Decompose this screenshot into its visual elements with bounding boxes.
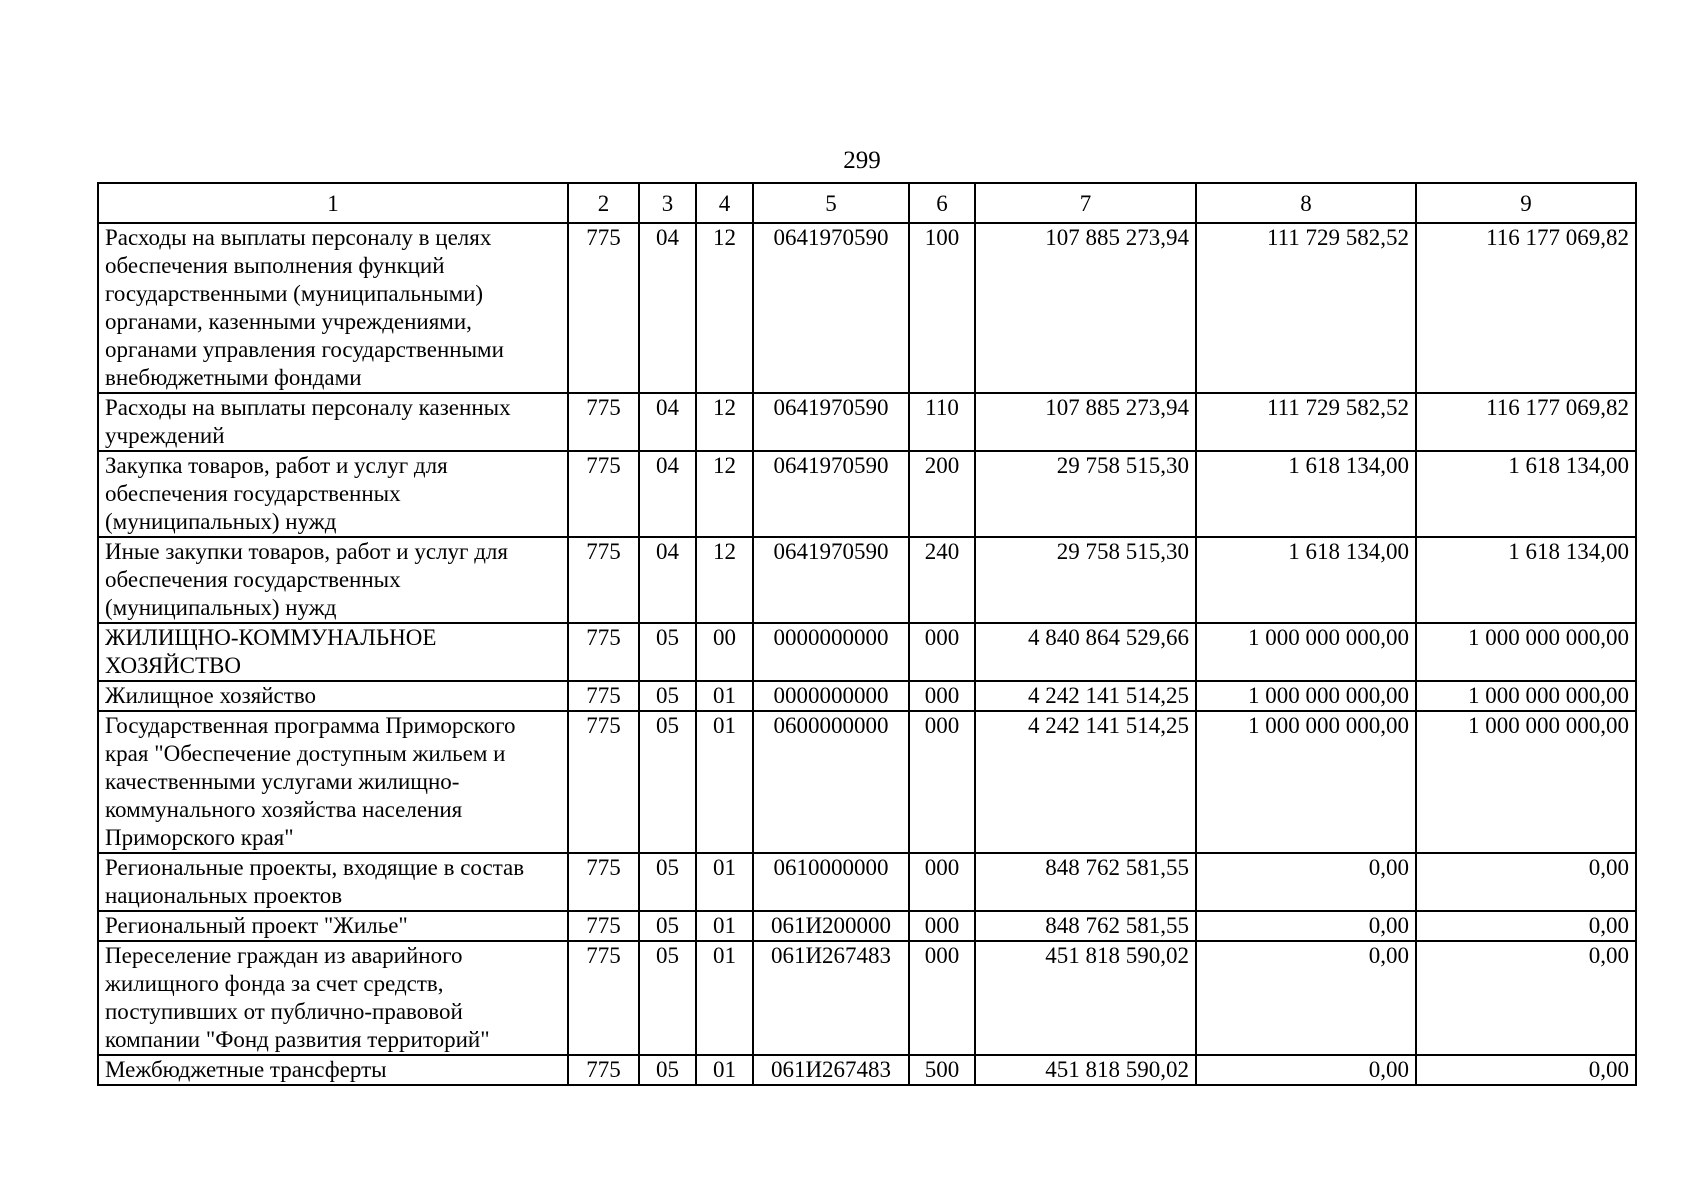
section-code-cell: 04: [639, 223, 696, 393]
grbs-code-cell: 775: [568, 681, 639, 711]
page-number: 299: [843, 147, 881, 174]
amount-year3-cell: 0,00: [1416, 941, 1636, 1055]
grbs-code-cell: 775: [568, 223, 639, 393]
budget-table: [97, 182, 1637, 1086]
amount-year2-cell: 0,00: [1196, 853, 1416, 911]
column-header: 9: [1416, 183, 1636, 223]
expense-type-cell: 110: [909, 393, 975, 451]
grbs-code-cell: 775: [568, 537, 639, 623]
section-code-cell: 05: [639, 941, 696, 1055]
table-row: [98, 537, 1636, 623]
grbs-code-cell: 775: [568, 711, 639, 853]
target-article-cell: 0641970590: [753, 451, 909, 537]
table-row: [98, 711, 1636, 853]
row-name-cell: Расходы на выплаты персоналу казенных учреждений: [98, 393, 568, 451]
amount-year1-cell: 451 818 590,02: [975, 1055, 1196, 1085]
table-row: [98, 223, 1636, 393]
subsection-code-cell: 01: [696, 711, 753, 853]
target-article-cell: 0000000000: [753, 623, 909, 681]
amount-year1-cell: 107 885 273,94: [975, 393, 1196, 451]
section-code-cell: 04: [639, 393, 696, 451]
table-row: [98, 1055, 1636, 1085]
amount-year3-cell: 1 000 000 000,00: [1416, 681, 1636, 711]
table-row: [98, 393, 1636, 451]
grbs-code-cell: 775: [568, 911, 639, 941]
amount-year1-cell: 4 242 141 514,25: [975, 681, 1196, 711]
table-row: [98, 941, 1636, 1055]
column-header: 3: [639, 183, 696, 223]
amount-year2-cell: 0,00: [1196, 911, 1416, 941]
amount-year3-cell: 116 177 069,82: [1416, 393, 1636, 451]
amount-year2-cell: 0,00: [1196, 941, 1416, 1055]
target-article-cell: 0000000000: [753, 681, 909, 711]
amount-year3-cell: 1 000 000 000,00: [1416, 711, 1636, 853]
target-article-cell: 0641970590: [753, 223, 909, 393]
amount-year2-cell: 1 618 134,00: [1196, 537, 1416, 623]
section-code-cell: 05: [639, 681, 696, 711]
section-code-cell: 04: [639, 537, 696, 623]
amount-year2-cell: 1 000 000 000,00: [1196, 623, 1416, 681]
amount-year2-cell: 0,00: [1196, 1055, 1416, 1085]
target-article-cell: 061И200000: [753, 911, 909, 941]
section-code-cell: 05: [639, 623, 696, 681]
column-header: 4: [696, 183, 753, 223]
target-article-cell: 061И267483: [753, 941, 909, 1055]
amount-year2-cell: 1 000 000 000,00: [1196, 711, 1416, 853]
amount-year1-cell: 848 762 581,55: [975, 853, 1196, 911]
section-code-cell: 05: [639, 711, 696, 853]
section-code-cell: 04: [639, 451, 696, 537]
amount-year3-cell: 116 177 069,82: [1416, 223, 1636, 393]
subsection-code-cell: 01: [696, 681, 753, 711]
column-number-row: [98, 183, 1636, 223]
expense-type-cell: 100: [909, 223, 975, 393]
row-name-cell: ЖИЛИЩНО-КОММУНАЛЬНОЕ ХОЗЯЙСТВО: [98, 623, 568, 681]
grbs-code-cell: 775: [568, 941, 639, 1055]
expense-type-cell: 240: [909, 537, 975, 623]
target-article-cell: 0641970590: [753, 537, 909, 623]
subsection-code-cell: 12: [696, 451, 753, 537]
amount-year3-cell: 0,00: [1416, 1055, 1636, 1085]
expense-type-cell: 000: [909, 853, 975, 911]
amount-year1-cell: 451 818 590,02: [975, 941, 1196, 1055]
subsection-code-cell: 12: [696, 393, 753, 451]
subsection-code-cell: 12: [696, 223, 753, 393]
subsection-code-cell: 12: [696, 537, 753, 623]
amount-year2-cell: 111 729 582,52: [1196, 393, 1416, 451]
amount-year2-cell: 1 618 134,00: [1196, 451, 1416, 537]
row-name-cell: Региональные проекты, входящие в состав национальных проектов: [98, 853, 568, 911]
expense-type-cell: 000: [909, 623, 975, 681]
grbs-code-cell: 775: [568, 623, 639, 681]
amount-year3-cell: 1 618 134,00: [1416, 451, 1636, 537]
amount-year1-cell: 107 885 273,94: [975, 223, 1196, 393]
row-name-cell: Жилищное хозяйство: [98, 681, 568, 711]
grbs-code-cell: 775: [568, 393, 639, 451]
expense-type-cell: 000: [909, 911, 975, 941]
row-name-cell: Расходы на выплаты персоналу в целях обеспечения выполнения функций государственными (муниципальными) органами, казенными учреждениями, органами управления государственными внебюджетными фондами: [98, 223, 568, 393]
table-row: [98, 681, 1636, 711]
amount-year3-cell: 0,00: [1416, 853, 1636, 911]
expense-type-cell: 000: [909, 681, 975, 711]
table-body: [98, 183, 1636, 1085]
column-header: 6: [909, 183, 975, 223]
amount-year3-cell: 1 000 000 000,00: [1416, 623, 1636, 681]
amount-year3-cell: 0,00: [1416, 911, 1636, 941]
expense-type-cell: 000: [909, 941, 975, 1055]
table-row: [98, 853, 1636, 911]
target-article-cell: 061И267483: [753, 1055, 909, 1085]
row-name-cell: Закупка товаров, работ и услуг для обеспечения государственных (муниципальных) нужд: [98, 451, 568, 537]
expense-type-cell: 200: [909, 451, 975, 537]
section-code-cell: 05: [639, 911, 696, 941]
column-header: 7: [975, 183, 1196, 223]
table-row: [98, 451, 1636, 537]
column-header: 2: [568, 183, 639, 223]
table-row: [98, 911, 1636, 941]
row-name-cell: Переселение граждан из аварийного жилищного фонда за счет средств, поступивших от публично-правовой компании "Фонд развития территорий": [98, 941, 568, 1055]
amount-year1-cell: 29 758 515,30: [975, 451, 1196, 537]
grbs-code-cell: 775: [568, 853, 639, 911]
amount-year1-cell: 848 762 581,55: [975, 911, 1196, 941]
amount-year1-cell: 4 242 141 514,25: [975, 711, 1196, 853]
expense-type-cell: 500: [909, 1055, 975, 1085]
target-article-cell: 0641970590: [753, 393, 909, 451]
subsection-code-cell: 00: [696, 623, 753, 681]
subsection-code-cell: 01: [696, 853, 753, 911]
row-name-cell: Иные закупки товаров, работ и услуг для обеспечения государственных (муниципальных) нужд: [98, 537, 568, 623]
subsection-code-cell: 01: [696, 941, 753, 1055]
row-name-cell: Государственная программа Приморского края "Обеспечение доступным жильем и качественными услугами жилищно-коммунального хозяйства населения Приморского края": [98, 711, 568, 853]
amount-year2-cell: 111 729 582,52: [1196, 223, 1416, 393]
column-header: 5: [753, 183, 909, 223]
target-article-cell: 0600000000: [753, 711, 909, 853]
subsection-code-cell: 01: [696, 911, 753, 941]
amount-year1-cell: 29 758 515,30: [975, 537, 1196, 623]
column-header: 1: [98, 183, 568, 223]
expense-type-cell: 000: [909, 711, 975, 853]
amount-year2-cell: 1 000 000 000,00: [1196, 681, 1416, 711]
row-name-cell: Межбюджетные трансферты: [98, 1055, 568, 1085]
section-code-cell: 05: [639, 1055, 696, 1085]
grbs-code-cell: 775: [568, 451, 639, 537]
column-header: 8: [1196, 183, 1416, 223]
row-name-cell: Региональный проект "Жилье": [98, 911, 568, 941]
amount-year3-cell: 1 618 134,00: [1416, 537, 1636, 623]
table-row: [98, 623, 1636, 681]
grbs-code-cell: 775: [568, 1055, 639, 1085]
amount-year1-cell: 4 840 864 529,66: [975, 623, 1196, 681]
subsection-code-cell: 01: [696, 1055, 753, 1085]
target-article-cell: 0610000000: [753, 853, 909, 911]
section-code-cell: 05: [639, 853, 696, 911]
